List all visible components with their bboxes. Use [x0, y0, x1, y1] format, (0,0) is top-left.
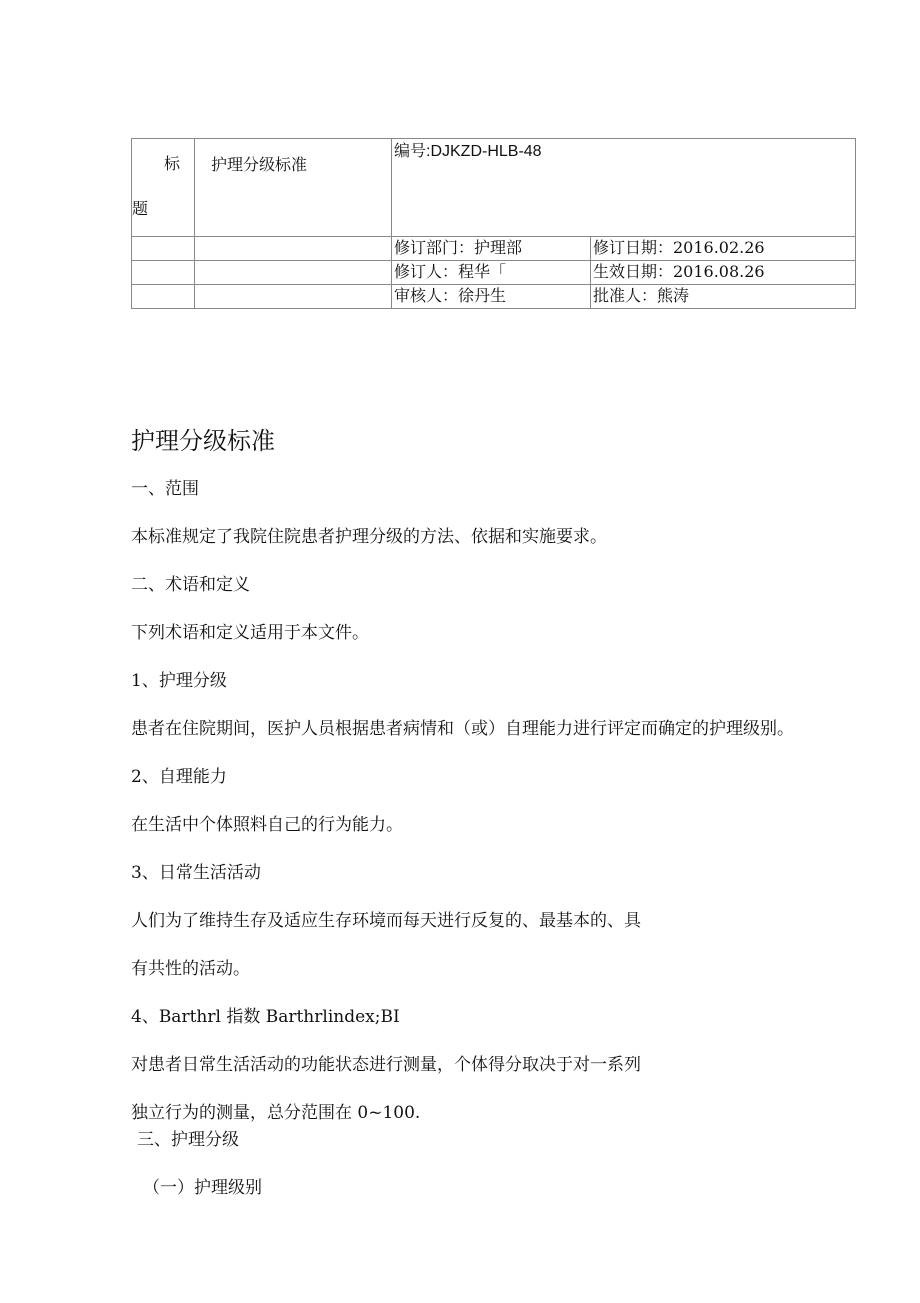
reviewer: 审核人：徐丹生: [392, 285, 591, 309]
doc-number: 编号:DJKZD-HLB-48: [392, 139, 856, 237]
term-heading: 4、Barthrl 指数 Barthrlindex;BI: [131, 1007, 400, 1027]
term-heading: 2、自理能力: [131, 767, 227, 787]
paragraph: 下列术语和定义适用于本文件。: [131, 623, 369, 643]
section-heading-levels: 三、护理分级: [137, 1130, 239, 1150]
empty-cell: [132, 285, 195, 309]
empty-cell: [195, 285, 392, 309]
paragraph: 有共性的活动。: [131, 959, 250, 979]
header-row-title: [132, 139, 856, 237]
paragraph: 患者在住院期间，医护人员根据患者病情和（或）自理能力进行评定而确定的护理级别。: [131, 719, 794, 739]
term-heading: 1、护理分级: [131, 671, 227, 691]
document-heading: 护理分级标准: [131, 427, 275, 455]
empty-cell: [195, 237, 392, 261]
empty-cell: [132, 237, 195, 261]
header-row-reviser: [132, 261, 856, 285]
title-label-line1: 标: [163, 154, 180, 173]
title-label-cell: [132, 139, 195, 237]
term-heading: 3、日常生活活动: [131, 863, 261, 883]
document-header-table: [131, 138, 856, 309]
section-heading-scope: 一、范围: [131, 479, 199, 499]
title-value-cell: [195, 139, 392, 237]
empty-cell: [132, 261, 195, 285]
header-row-revision: [132, 237, 856, 261]
subsection-heading: （一）护理级别: [143, 1178, 262, 1198]
reviser: 修订人：程华「: [392, 261, 591, 285]
section-heading-terms: 二、术语和定义: [131, 575, 250, 595]
empty-cell: [195, 261, 392, 285]
paragraph: 人们为了维持生存及适应生存环境而每天进行反复的、最基本的、具: [131, 911, 641, 931]
approver: 批准人：熊涛: [591, 285, 856, 309]
revision-dept: 修订部门：护理部: [392, 237, 591, 261]
paragraph: 在生活中个体照料自己的行为能力。: [131, 815, 403, 835]
paragraph: 独立行为的测量，总分范围在 0~100.: [131, 1103, 421, 1123]
paragraph: 对患者日常生活活动的功能状态进行测量，个体得分取决于对一系列: [131, 1055, 641, 1075]
header-row-approval: [132, 285, 856, 309]
paragraph: 本标准规定了我院住院患者护理分级的方法、依据和实施要求。: [131, 527, 607, 547]
title-label-line2: 题: [132, 199, 149, 218]
title-value: 护理分级标准: [211, 155, 308, 174]
effective-date: 生效日期：2016.08.26: [591, 261, 856, 285]
revision-date: 修订日期：2016.02.26: [591, 237, 856, 261]
